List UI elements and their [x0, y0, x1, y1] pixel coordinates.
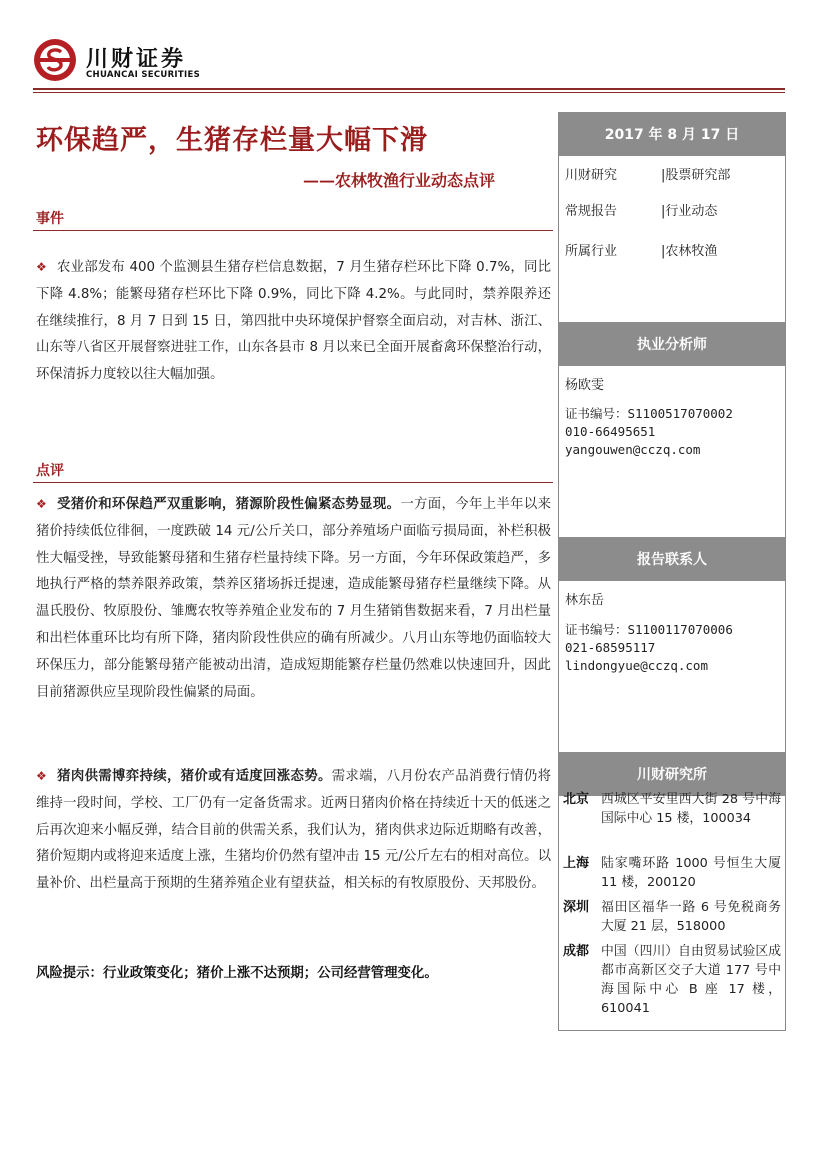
- info-value: 行业动态: [665, 204, 718, 219]
- sidebar: [558, 112, 786, 1031]
- diamond-bullet-icon: ❖: [36, 769, 48, 783]
- diamond-bullet-icon: ❖: [36, 260, 47, 274]
- event-paragraph: [36, 254, 551, 389]
- analyst-header: 执业分析师: [559, 322, 785, 366]
- event-section-divider: [33, 230, 553, 231]
- office-city: 北京: [563, 792, 590, 807]
- office-address: 西城区平安里西大街 28 号中海国际中心 15 楼，100034: [601, 792, 781, 826]
- report-title: 环保趋严，生猪存栏量大幅下滑: [36, 125, 428, 156]
- diamond-bullet-icon: ❖: [36, 497, 48, 511]
- contact-header: 报告联系人: [559, 537, 785, 581]
- header-divider: [33, 88, 785, 90]
- info-row-industry: 所属行业 |农林牧渔: [565, 244, 718, 259]
- info-key: 所属行业: [565, 244, 618, 259]
- info-row-report-type: 常规报告 |行业动态: [565, 204, 718, 219]
- analyst-email[interactable]: yangouwen@cczq.com: [565, 442, 701, 457]
- office-address: 福田区福华一路 6 号免税商务大厦 21 层，518000: [601, 900, 781, 934]
- report-subtitle: ——农林牧渔行业动态点评: [303, 171, 496, 190]
- info-key: 川财研究: [565, 168, 618, 183]
- company-logo: [33, 38, 77, 82]
- point-2-heading: 猪肉供需博弈持续，猪价或有适度回涨态势。: [57, 769, 332, 784]
- comment-section-divider: [33, 482, 553, 483]
- contact-cert: 证书编号：S1100117070006: [565, 622, 733, 637]
- analyst-name: 杨欧雯: [565, 378, 605, 393]
- point-1-heading: 受猪价和环保趋严双重影响，猪源阶段性偏紧态势显现。: [57, 497, 401, 512]
- office-address: 陆家嘴环路 1000 号恒生大厦 11 楼，200120: [601, 856, 781, 890]
- office-address: 中国（四川）自由贸易试验区成都市高新区交子大道 177 号中海国际中心 B 座 17 楼，610041: [601, 944, 781, 1016]
- institute-header: 川财研究所: [559, 752, 785, 796]
- office-city: 成都: [563, 944, 590, 959]
- report-date: 2017 年 8 月 17 日: [559, 112, 785, 156]
- contact-name: 林东岳: [565, 593, 605, 608]
- comment-section-label: 点评: [36, 463, 64, 479]
- brand-name-en: CHUANCAI SECURITIES: [86, 70, 200, 80]
- info-value: 股票研究部: [665, 168, 731, 183]
- point-2-text: 需求端，八月份农产品消费行情仍将维持一段时间，学校、工厂仍有一定备货需求。近两日猪肉价格在持续近十天的低迷之后再次迎来小幅反弹，结合目前的供需关系，我们认为，猪肉供求边际近期略有改善，猪价短期内或将迎来适度上涨，生猪均价仍然有望冲击 15 元/公斤左右的相对高位。以量补价、出栏量高于预期的生猪养殖企业有望获益，相关标的有牧原股份、天邦股份。: [36, 769, 552, 892]
- office-city: 深圳: [563, 900, 590, 915]
- brand-name-cn: 川财证券: [86, 47, 187, 72]
- contact-phone: 021-68595117: [565, 640, 656, 655]
- contact-email[interactable]: lindongyue@cczq.com: [565, 658, 708, 673]
- analyst-cert: 证书编号：S1100517070002: [565, 406, 733, 421]
- analyst-phone: 010-66495651: [565, 424, 656, 439]
- info-key: 常规报告: [565, 204, 618, 219]
- comment-point-1: [36, 491, 551, 706]
- header-divider-thin: [33, 92, 785, 93]
- comment-point-2: [36, 763, 551, 898]
- info-value: 农林牧渔: [665, 244, 718, 259]
- event-section-label: 事件: [36, 211, 64, 227]
- point-1-text: 一方面，今年上半年以来猪价持续低位徘徊，一度跌破 14 元/公斤关口，部分养殖场户面临亏损局面，补栏积极性大幅受挫，导致能繁母猪和生猪存栏量持续下降。另一方面，今年环保政策趋严，多地执行严格的禁养限养政策，禁养区猪场拆迁提速，造成能繁母猪存栏量继续下降。从温氏股份、牧原股份、雏鹰农牧等养殖企业发布的 7 月生猪销售数据来看，7 月出栏量和出栏体重环比均有所下降，猪肉阶段性供应的确有所减少。八月山东等地仍面临较大环保压力，部分能繁母猪产能被动出清，造成短期能繁存栏量仍然难以快速回升，因此目前猪源供应呈现阶段性偏紧的局面。: [36, 497, 552, 700]
- info-row-research: 川财研究 |股票研究部: [565, 168, 731, 183]
- office-city: 上海: [563, 856, 590, 871]
- event-text: 农业部发布 400 个监测县生猪存栏信息数据，7 月生猪存栏环比下降 0.7%，同比下降 4.8%；能繁母猪存栏环比下降 0.9%，同比下降 4.2%。与此同时，禁养限养还在继续推行，8 月 7 日到 15 日，第四批中央环境保护督察全面启动，对吉林、浙江、山东等八省区开展督察进驻工作，山东各县市 8 月以来已全面开展畜禽环保整治行动，环保清拆力度较以往大幅加强。: [36, 260, 552, 383]
- risk-warning: 风险提示：行业政策变化；猪价上涨不达预期；公司经营管理变化。: [36, 966, 438, 981]
